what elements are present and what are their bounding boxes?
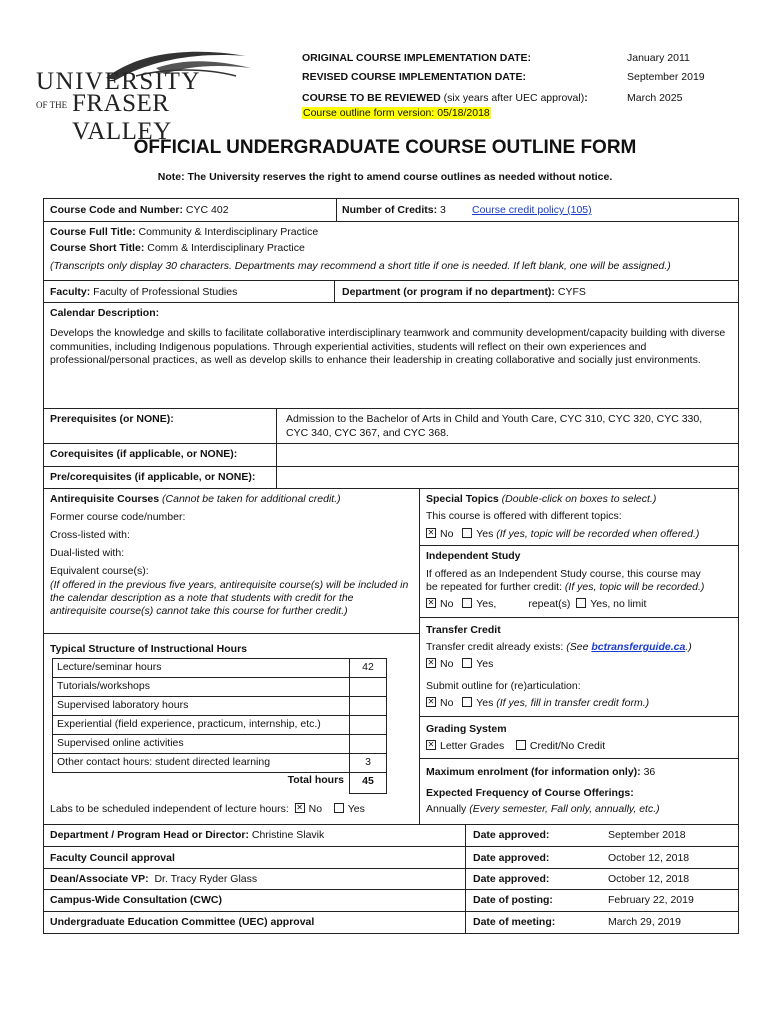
logo-fraser-valley-text: FRASER VALLEY [72,90,172,145]
approval-date-label: Date of meeting: [473,916,556,928]
letter-grades-checkbox[interactable] [426,740,436,750]
form-version: Course outline form version: 05/18/2018 [303,107,490,119]
approval-date-value: February 22, 2019 [608,894,694,906]
department-label: Department (or program if no department): [342,286,555,298]
special-topics-title-text: Special Topics [426,493,499,505]
divider [336,198,337,221]
hours-row-value [349,734,387,754]
approval-value: Dr. Tracy Ryder Glass [148,873,258,885]
credit-no-credit-checkbox[interactable] [516,740,526,750]
frequency-label: Expected Frequency of Course Offerings: [426,787,634,799]
original-date-value: January 2011 [627,52,690,64]
independent-line1: If offered as an Independent Study course, this course may [426,568,701,580]
labs-yes-checkbox[interactable] [334,803,344,813]
independent-no-limit-checkbox[interactable] [576,598,586,608]
original-date-label: ORIGINAL COURSE IMPLEMENTATION DATE: [302,52,532,64]
form-note: Note: The University reserves the right to amend course outlines as needed without notice. [157,171,613,183]
approval-date-value: March 29, 2019 [608,916,681,928]
transfer-credit-title: Transfer Credit [426,624,501,636]
credits-field [342,204,446,216]
max-enrolment-label: Maximum enrolment (for information only): [426,766,641,778]
divider [43,889,739,890]
hours-row-label: Other contact hours: student directed learning [52,753,350,773]
hours-row-label: Supervised laboratory hours [52,696,350,716]
credits-value: 3 [437,204,446,216]
divider [43,846,739,847]
bctransferguide-link[interactable]: bctransferguide.ca [591,641,686,653]
cross-listed-label: Cross-listed with: [50,529,130,541]
total-hours-value: 45 [349,772,387,794]
short-title-value: Comm & Interdisciplinary Practice [144,242,305,254]
hours-row-label: Experiential (field experience, practicum, internship, etc.) [52,715,350,735]
transfer-options [426,658,493,670]
hours-row-label: Supervised online activities [52,734,350,754]
prerequisites-value: Admission to the Bachelor of Arts in Child and Youth Care, CYC 310, CYC 320, CYC 330, CYC 340, CYC 367, and CYC 368. [286,413,703,439]
special-no-label: No [440,528,454,540]
review-date-label [302,92,588,104]
review-label-text: COURSE TO BE REVIEWED [302,92,441,104]
divider [43,302,739,303]
approval-date-label: Date approved: [473,829,550,841]
submit-yes-note: (If yes, fill in transfer credit form.) [493,697,650,709]
grading-system-title: Grading System [426,723,507,735]
divider [43,868,739,869]
approval-date-label: Date of posting: [473,894,553,906]
transfer-submit-options [426,697,649,709]
transfer-submit-label: Submit outline for (re)articulation: [426,680,581,692]
review-date-value: March 2025 [627,92,683,104]
grading-options [426,740,605,752]
short-title-field [50,242,305,254]
approval-date-value: September 2018 [608,829,686,841]
frequency-value: Annually [426,803,467,815]
approval-date-label: Date approved: [473,873,550,885]
full-title-value: Community & Interdisciplinary Practice [135,226,319,238]
calendar-description-text: Develops the knowledge and skills to facilitate collaborative interdisciplinary teamwork and community development/capacity building with diverse communities, including Indigenous populations. Through experiential activities, students will reflect on their own experiences and professional/personal practices, as well as develop skills to enhance their leadership in creating collaborative and socially just environments. [50,327,726,366]
dual-listed-label: Dual-listed with: [50,547,125,559]
frequency-note: (Every semester, Fall only, annually, etc.) [466,803,660,815]
department-value: CYFS [554,286,586,298]
department-field [342,286,586,298]
divider [334,280,335,302]
labs-no-label: No [308,803,323,815]
divider [43,488,739,489]
corequisites-label: Corequisites (if applicable, or NONE): [50,448,238,460]
special-topics-title [426,493,656,505]
approval-date-label: Date approved: [473,852,550,864]
transcript-note: (Transcripts only display 30 characters. Departments may recommend a short title if one is needed. If left blank, one will be assigned.) [50,260,671,272]
divider [43,824,739,825]
approval-date-value: October 12, 2018 [608,852,690,864]
logo-university-text: UNIVERSITY [36,68,201,95]
approval-label: Faculty Council approval [50,852,175,864]
independent-no-limit-label: Yes, no limit [590,598,647,610]
former-course-label: Former course code/number: [50,511,186,523]
divider [43,633,419,634]
special-yes-label: Yes [476,528,494,540]
independent-repeat-label: repeat(s) [528,598,571,610]
hours-row-value: 3 [349,753,387,773]
independent-yes-label: Yes, [476,598,497,610]
special-topics-options [426,528,699,540]
precorequisites-label: Pre/corequisites (if applicable, or NONE): [50,471,256,483]
independent-no-checkbox[interactable] [426,598,436,608]
divider [419,716,739,717]
logo-of-the-text: OF THE [36,100,68,110]
antireq-title-note: (Cannot be taken for additional credit.) [159,493,341,505]
special-no-checkbox[interactable] [426,528,436,538]
antirequisite-title [50,493,341,505]
approval-dean [50,873,257,885]
approval-uec [50,916,314,928]
approval-dept-head [50,829,324,841]
divider [43,280,739,281]
transfer-no-checkbox[interactable] [426,658,436,668]
full-title-field [50,226,318,238]
review-label-note: (six years after UEC approval) [440,92,585,104]
hours-row-value [349,677,387,697]
short-title-label: Course Short Title: [50,242,145,254]
special-topics-title-note: (Double-click on boxes to select.) [498,493,657,505]
credit-policy-link[interactable]: Course credit policy (105) [472,204,592,216]
approval-label: Undergraduate Education Committee (UEC) approval [50,916,315,928]
course-code-label: Course Code and Number: [50,204,184,216]
independent-line2-text: be repeated for further credit: [426,581,562,593]
hours-structure-title: Typical Structure of Instructional Hours [50,643,247,655]
review-label-colon: : [584,92,588,104]
labs-label: Labs to be scheduled independent of lecture hours: [50,803,289,815]
approval-cwc [50,894,222,906]
divider [465,824,466,934]
approval-label: Department / Program Head or Director: [50,829,249,841]
divider [276,408,277,466]
form-title: OFFICIAL UNDERGRADUATE COURSE OUTLINE FORM [133,137,637,158]
divider [43,408,739,409]
approval-faculty-council [50,852,175,864]
submit-no-checkbox[interactable] [426,697,436,707]
approval-value: Christine Slavik [248,829,325,841]
transfer-line1 [426,641,692,653]
approval-label: Campus-Wide Consultation (CWC) [50,894,222,906]
submit-yes-checkbox[interactable] [462,697,472,707]
transfer-no-label: No [440,658,454,670]
faculty-label: Faculty: [50,286,91,298]
course-code-value: CYC 402 [183,204,229,216]
frequency-value-line [426,803,660,815]
credit-no-credit-label: Credit/No Credit [529,740,606,752]
approval-label: Dean/Associate VP: [50,873,149,885]
antireq-note: (If offered in the previous five years, antirequisite course(s) will be included in the calendar description as a note that students with credit for the antirequisite course(s) cannot take this course for further credit.) [50,579,409,617]
max-enrolment-value: 36 [640,766,656,778]
independent-yes-checkbox[interactable] [462,598,472,608]
transfer-line1-note-a: (See [563,641,592,653]
submit-no-label: No [440,697,454,709]
credits-label: Number of Credits: [342,204,438,216]
independent-options [426,598,646,610]
divider [43,911,739,912]
special-yes-checkbox[interactable] [462,528,472,538]
hours-row-value [349,696,387,716]
special-topics-line: This course is offered with different topics: [426,510,622,522]
independent-study-title: Independent Study [426,550,521,562]
hours-table [52,658,387,796]
hours-row-label: Tutorials/workshops [52,677,350,697]
prerequisites-label: Prerequisites (or NONE): [50,413,174,425]
divider [276,466,277,488]
hours-row-value: 42 [349,658,387,678]
hours-row-label: Lecture/seminar hours [52,658,350,678]
labs-field [50,803,365,815]
divider [419,617,739,618]
transfer-line1-text: Transfer credit already exists: [426,641,564,653]
divider [419,488,420,824]
revised-date-value: September 2019 [627,71,705,83]
independent-line2-note: (If yes, topic will be recorded.) [562,581,705,593]
divider [43,466,739,467]
labs-no-checkbox[interactable] [295,803,305,813]
independent-line2 [426,581,704,593]
approval-date-value: October 12, 2018 [608,873,690,885]
divider [43,221,739,222]
revised-date-label: REVISED COURSE IMPLEMENTATION DATE: [302,71,527,83]
total-hours-label: Total hours [287,774,344,786]
antireq-title-text: Antirequisite Courses [50,493,160,505]
equivalent-courses-label: Equivalent course(s): [50,565,149,577]
faculty-field [50,286,237,298]
max-enrolment-field [426,766,655,778]
full-title-label: Course Full Title: [50,226,136,238]
labs-yes-label: Yes [347,803,365,815]
divider [43,443,739,444]
course-code-field [50,204,229,216]
letter-grades-label: Letter Grades [440,740,505,752]
calendar-description-label: Calendar Description: [50,307,160,319]
submit-yes-label: Yes [476,697,494,709]
divider [419,545,739,546]
transfer-yes-label: Yes [476,658,494,670]
transfer-line1-note-b: .) [685,641,692,653]
independent-no-label: No [440,598,454,610]
faculty-value: Faculty of Professional Studies [90,286,238,298]
transfer-yes-checkbox[interactable] [462,658,472,668]
special-yes-note: (If yes, topic will be recorded when offered.) [493,528,700,540]
hours-row-value [349,715,387,735]
divider [419,758,739,759]
university-logo [36,46,256,145]
